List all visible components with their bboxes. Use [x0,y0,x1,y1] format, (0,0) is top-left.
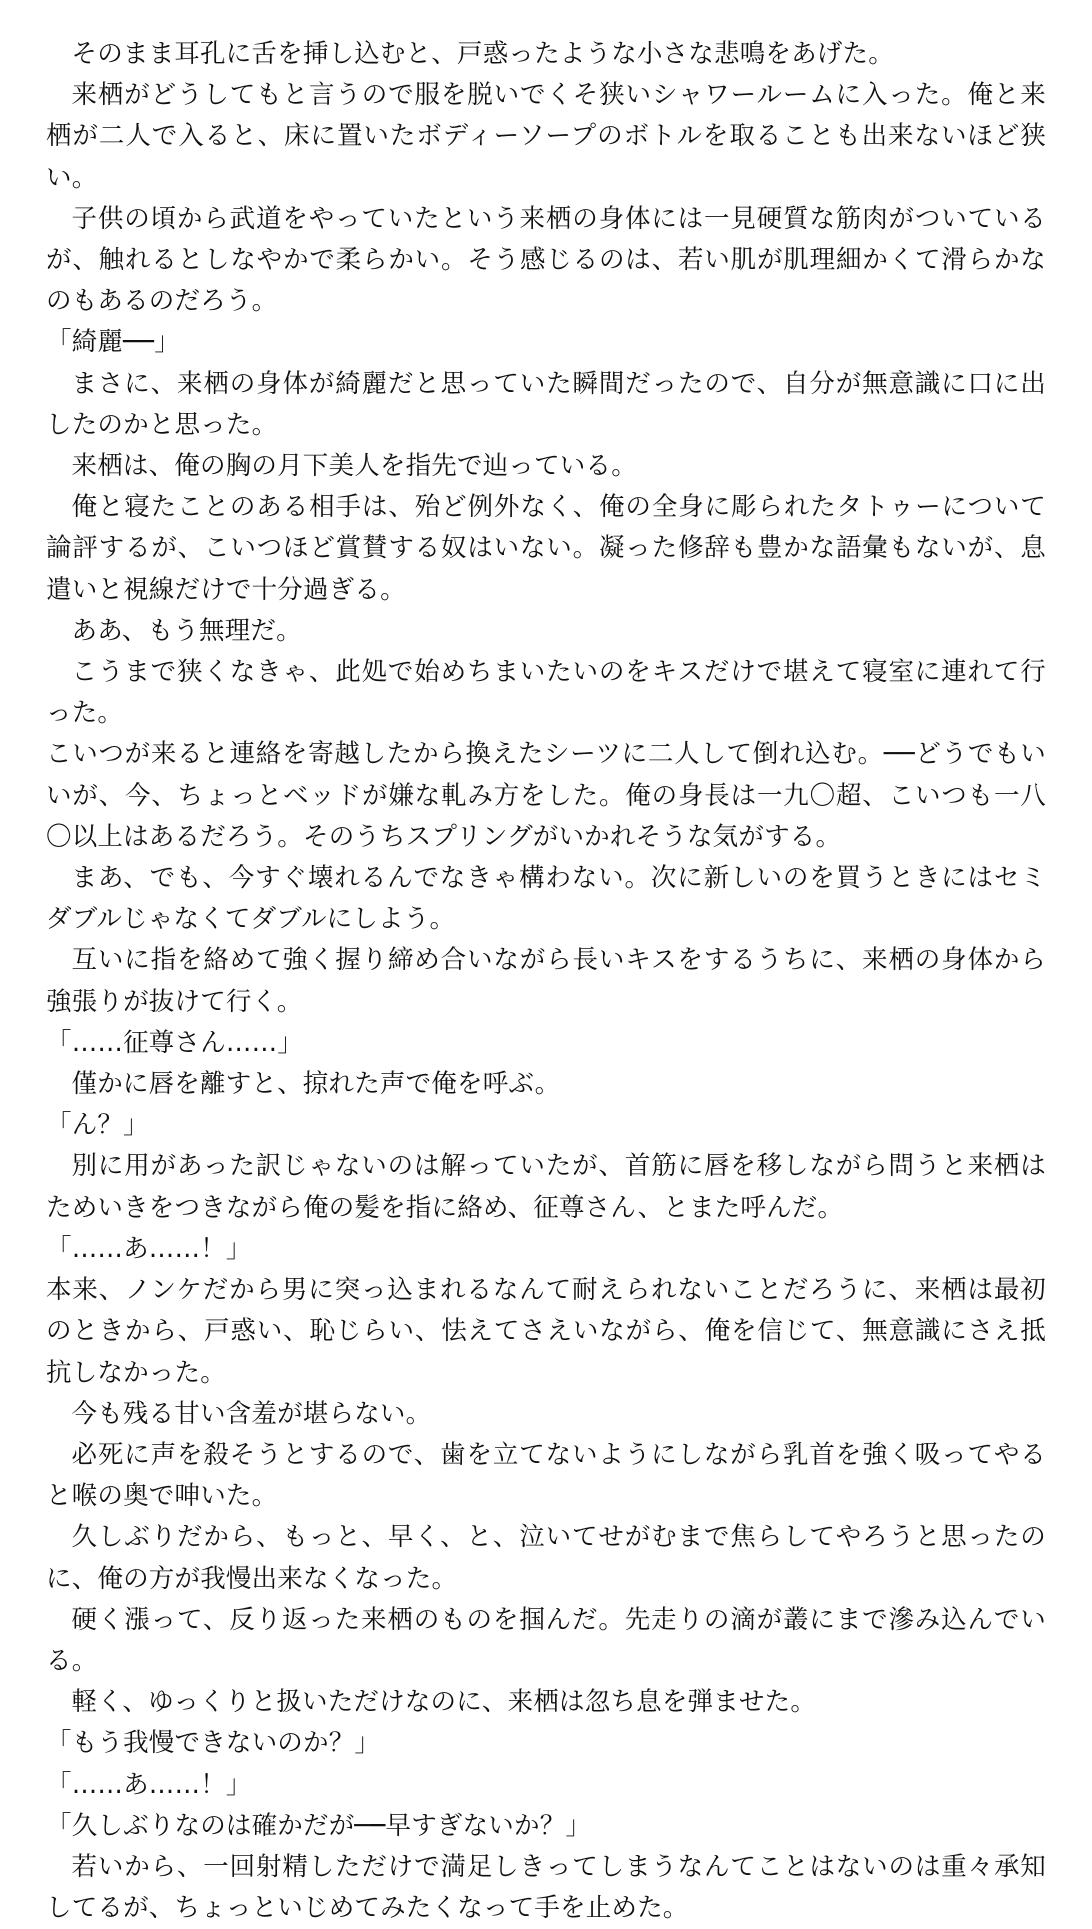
paragraph: 若いから、一回射精しただけで満足しきってしまうなんてことはないのは重々承知してるが、ちょっといじめてみたくなって手を止めた。 [46,1851,1046,1924]
paragraph: 来栖は、俺の胸の月下美人を指先で辿っている。 [71,451,637,482]
paragraph: 別に用があった訳じゃないのは解っていたが、首筋に唇を移しながら問うと来栖はためいきをつきながら俺の髪を指に絡め、征尊さん、とまた呼んだ。 [46,1151,1046,1223]
paragraph: そのまま耳孔に舌を挿し込むと、戸惑ったような小さな悲鳴をあげた。 [71,39,894,69]
paragraph: 久しぶりだから、もっと、早く、と、泣いてせがむまで焦らしてやろうと思ったのに、俺の方が我慢出来なくなった。 [46,1522,1046,1594]
paragraph-dialogue: 「綺麗──」 [46,327,180,358]
paragraph: ああ、もう無理だ。 [71,615,302,646]
paragraph-dialogue: 「……あ……！」 [46,1769,252,1800]
paragraph: 今も残る甘い含羞が堪らない。 [71,1398,432,1429]
paragraph-dialogue: 「久しぶりなのは確かだが──早すぎないか？」 [46,1810,592,1841]
paragraph-dialogue: 「ん？」 [46,1110,149,1141]
paragraph: 俺と寝たことのある相手は、殆ど例外なく、俺の全身に彫られたタトゥーについて論評するが、こいつほど賞賛する奴はいない。凝った修辞も豊かな語彙もないが、息遣いと視線だけで十分過ぎる。 [46,492,1046,605]
paragraph: 子供の頃から武道をやっていたという来栖の身体には一見硬質な筋肉がついているが、触れるとしなやかで柔らかい。そう感じるのは、若い肌が肌理細かくて滑らかなのもあるのだろう。 [46,203,1046,317]
paragraph: まさに、来栖の身体が綺麗だと思っていた瞬間だったので、自分が無意識に口に出したのかと思った。 [46,368,1046,440]
page-body-text [46,34,1046,1929]
paragraph-dialogue: 「……征尊さん……」 [46,1027,304,1058]
paragraph-dialogue: 「もう我慢できないのか？」 [46,1728,381,1759]
paragraph: こうまで狭くなきゃ、此処で始めちまいたいのをキスだけで堪えて寝室に連れて行った。 [46,657,1046,729]
paragraph: まあ、でも、今すぐ壊れるんでなきゃ構わない。次に新しいのを買うときにはセミダブルじゃなくてダブルにしよう。 [46,863,1046,935]
paragraph: こいつが来ると連絡を寄越したから換えたシーツに二人して倒れ込む。──どうでもいいが、今、ちょっとベッドが嫌な軋み方をした。俺の身長は一九〇超、こいつも一八〇以上はあるだろう。そのうちスプリングがいかれそうな気がする。 [46,739,1046,852]
paragraph: 来栖がどうしてもと言うので服を脱いでくそ狭いシャワールームに入った。俺と来栖が二人で入ると、床に置いたボディーソープのボトルを取ることも出来ないほど狭い。 [46,80,1046,193]
paragraph: 軽く、ゆっくりと扱いただけなのに、来栖は忽ち息を弾ませた。 [71,1687,817,1718]
paragraph: 互いに指を絡めて強く握り締め合いながら長いキスをするうちに、来栖の身体から強張りが抜けて行く。 [46,945,1046,1017]
paragraph: 必死に声を殺そうとするので、歯を立てないようにしながら乳首を強く吸ってやると喉の奥で呻いた。 [46,1439,1046,1512]
paragraph-dialogue: 「……あ……！」 [46,1233,252,1264]
paragraph: 硬く漲って、反り返った来栖のものを掴んだ。先走りの滴が叢にまで滲み込んでいる。 [46,1604,1046,1676]
paragraph: 僅かに唇を離すと、掠れた声で俺を呼ぶ。 [71,1069,561,1100]
paragraph: 本来、ノンケだから男に突っ込まれるなんて耐えられないことだろうに、来栖は最初のときから、戸惑い、恥じらい、怯えてさえいながら、俺を信じて、無意識にさえ抵抗しなかった。 [46,1275,1046,1388]
